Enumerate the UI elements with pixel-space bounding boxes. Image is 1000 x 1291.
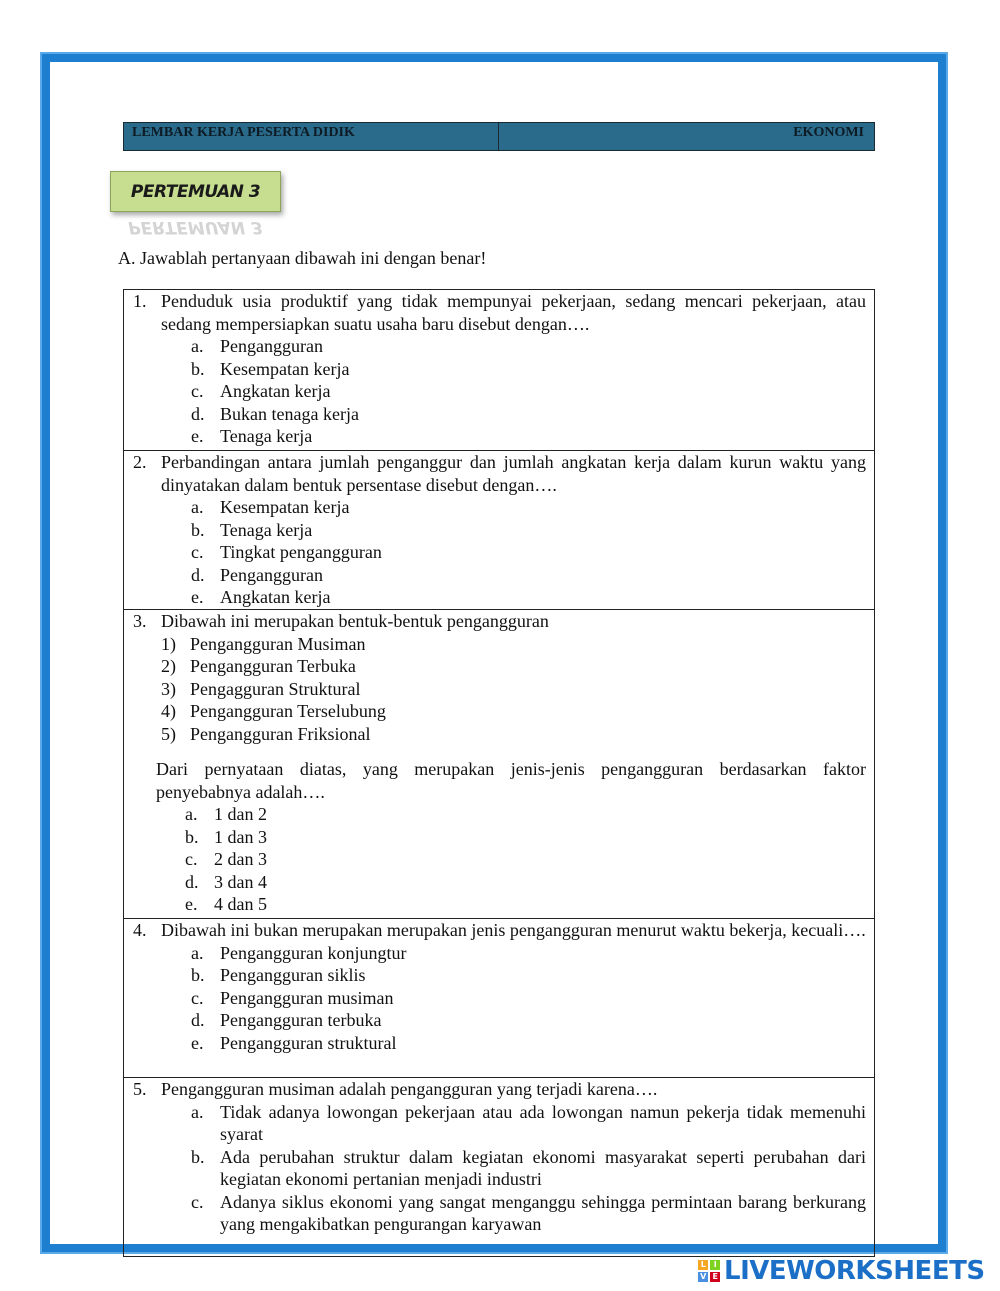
answer-option[interactable]: d. Bukan tenaga kerja [191, 403, 359, 424]
question-number: 4. [133, 920, 147, 940]
question-5-box [123, 1077, 875, 1257]
answer-option[interactable]: d. 3 dan 4 [185, 871, 267, 892]
answer-option[interactable]: e. 4 dan 5 [185, 894, 267, 914]
brand-text: LIVEWORKSHEETS [724, 1256, 985, 1286]
answer-option[interactable]: c. Tingkat pengangguran [191, 542, 382, 562]
question-4-box [123, 918, 875, 1078]
answer-option[interactable]: b. Pengangguran siklis [191, 965, 366, 985]
worksheet-header [123, 122, 875, 151]
question-number: 2. [133, 452, 147, 472]
answer-option[interactable]: e. Tenaga kerja [191, 426, 313, 446]
answer-option[interactable]: a. Kesempatan kerja [191, 497, 350, 517]
answer-option[interactable]: d. Pengangguran [191, 564, 323, 585]
meeting-badge: PERTEMUAN 3 [110, 171, 281, 212]
question-number: 1. [133, 291, 147, 311]
answer-option[interactable]: b. Tenaga kerja [191, 519, 313, 540]
answer-option[interactable]: b. Kesempatan kerja [191, 358, 350, 379]
question-text: Perbandingan antara jumlah penganggur dan jumlah angkatan kerja dalam kurun waktu yang dinyatakan dalam bentuk persentase disebut dengan…. [161, 452, 866, 495]
question-number: 5. [133, 1079, 147, 1099]
question-text: Pengangguran musiman adalah pengangguran yang terjadi karena…. [161, 1079, 658, 1099]
statement-item: 4) Pengangguran Terselubung [161, 701, 386, 721]
liveworksheets-logo[interactable] [698, 1256, 985, 1286]
instruction-text: A. Jawablah pertanyaan dibawah ini dengan benar! [118, 248, 487, 268]
answer-option[interactable]: a. Pengangguran konjungtur [191, 942, 407, 963]
answer-option[interactable]: a. Tidak adanya lowongan pekerjaan atau ada lowongan namun pekerja tidak memenuhi syarat [191, 1101, 866, 1144]
answer-option[interactable]: c. Adanya siklus ekonomi yang sangat menganggu sehingga permintaan barang berkurang yang mengakibatkan pengurangan karyawan [191, 1191, 866, 1234]
answer-option[interactable]: c. 2 dan 3 [185, 849, 267, 869]
logo-grid-icon: L I V E [698, 1260, 720, 1282]
answer-option[interactable]: b. 1 dan 3 [185, 826, 267, 847]
statement-item: 1) Pengangguran Musiman [161, 633, 366, 654]
meeting-badge-reflection: PERTEMUAN 3 [128, 217, 263, 237]
question-1-box [123, 289, 875, 451]
question-number: 3. [133, 611, 147, 631]
answer-option[interactable]: a. 1 dan 2 [185, 804, 267, 824]
statement-item: 5) Pengangguran Friksional [161, 723, 371, 744]
header-subject: EKONOMI [793, 125, 864, 140]
question-text: Dibawah ini bukan merupakan merupakan jenis pengangguran menurut waktu bekerja, kecuali…. [161, 920, 866, 940]
answer-option[interactable]: d. Pengangguran terbuka [191, 1010, 382, 1030]
answer-option[interactable]: c. Pengangguran musiman [191, 987, 394, 1008]
statement-item: 2) Pengangguran Terbuka [161, 656, 356, 676]
answer-option[interactable]: a. Pengangguran [191, 336, 323, 356]
question-3-box [123, 609, 875, 919]
question-text: Dibawah ini merupakan bentuk-bentuk pengangguran [161, 611, 549, 631]
question-2-box [123, 450, 875, 610]
statement-item: 3) Pengagguran Struktural [161, 678, 361, 699]
answer-option[interactable]: e. Angkatan kerja [191, 587, 331, 607]
question-prompt: Dari pernyataan diatas, yang merupakan jenis-jenis pengangguran berdasarkan faktor penyebabnya adalah…. [156, 759, 866, 802]
header-title: LEMBAR KERJA PESERTA DIDIK [124, 123, 499, 150]
answer-option[interactable]: c. Angkatan kerja [191, 381, 331, 401]
question-text: Penduduk usia produktif yang tidak mempunyai pekerjaan, sedang mencari pekerjaan, atau sedang mempersiapkan suatu usaha baru disebut dengan…. [161, 291, 866, 334]
answer-option[interactable]: b. Ada perubahan struktur dalam kegiatan ekonomi masyarakat seperti perubahan dari kegiatan ekonomi pertanian menjadi industri [191, 1146, 866, 1189]
answer-option[interactable]: e. Pengangguran struktural [191, 1032, 397, 1053]
